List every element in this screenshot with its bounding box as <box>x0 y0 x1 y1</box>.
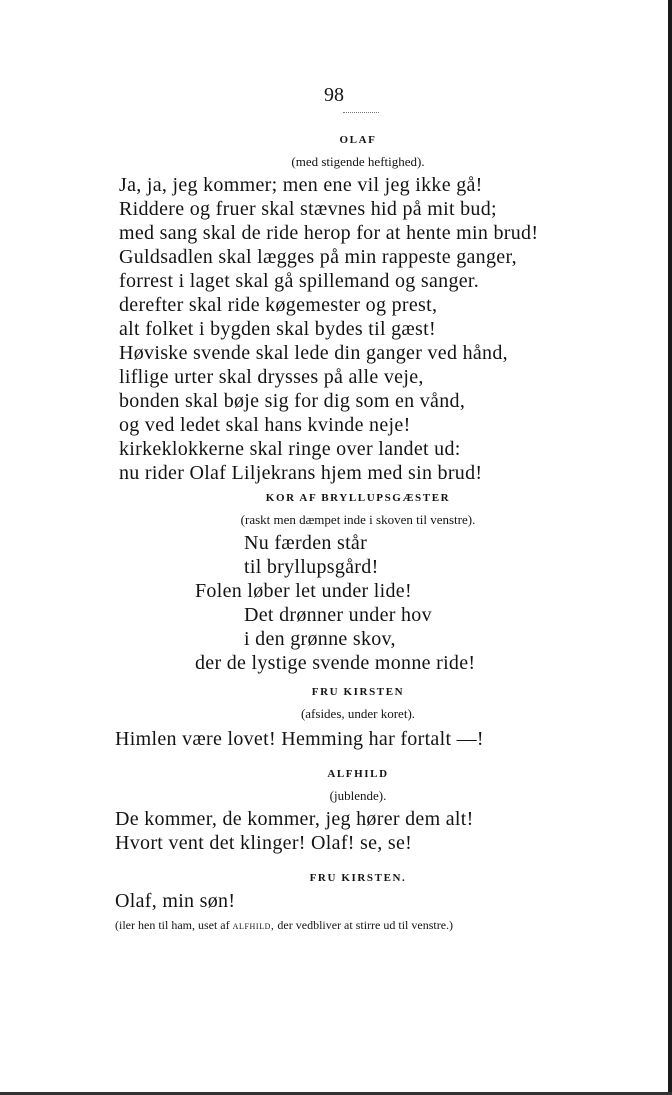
verse-line: liflige urter skal drysses på alle veje, <box>119 366 424 388</box>
stage-direction-alfhild: (jublende). <box>329 788 387 803</box>
verse-line: Riddere og fruer skal stævnes hid på mit bud; <box>119 198 497 220</box>
verse-line: bonden skal bøje sig for dig som en vånd, <box>119 390 466 412</box>
verse-line: og ved ledet skal hans kvinde neje! <box>119 414 411 436</box>
verse-line: i den grønne skov, <box>244 628 396 650</box>
verse-line: der de lystige svende monne ride! <box>195 652 476 674</box>
final-direction-before: (iler hen til ham, uset af <box>115 918 233 932</box>
stage-direction-fru-kirsten: (afsides, under koret). <box>300 706 416 721</box>
speaker-alfhild: ALFHILD <box>327 768 389 780</box>
speaker-fru-kirsten: FRU KIRSTEN <box>311 686 405 698</box>
verse-line: De kommer, de kommer, jeg hører dem alt! <box>115 808 474 830</box>
verse-line: Det drønner under hov <box>244 604 432 626</box>
stage-direction-olaf: (med stigende heftighed). <box>291 154 425 169</box>
verse-line: Ja, ja, jeg kommer; men ene vil jeg ikke gå! <box>119 174 483 196</box>
verse-line: til bryllupsgård! <box>244 556 379 578</box>
page-number-rule <box>343 112 379 113</box>
verse-line: Nu færden står <box>244 532 368 554</box>
page-number: 98 <box>324 84 344 106</box>
verse-line: Olaf, min søn! <box>115 890 236 912</box>
verse-line: alt folket i bygden skal bydes til gæst! <box>119 318 436 340</box>
verse-line: forrest i laget skal gå spillemand og sanger. <box>119 270 480 292</box>
speaker-chorus: KOR AF BRYLLUPSGÆSTER <box>265 492 451 504</box>
final-direction-after: der vedbliver at stirre ud til venstre.) <box>274 918 454 932</box>
final-direction-name: alfhild, <box>232 920 275 932</box>
verse-line: Hvort vent det klinger! Olaf! se, se! <box>115 832 413 854</box>
verse-line: Høviske svende skal lede din ganger ved hånd, <box>119 342 508 364</box>
speaker-fru-kirsten-2: FRU KIRSTEN. <box>309 872 407 884</box>
verse-line: derefter skal ride køgemester og prest, <box>119 294 438 316</box>
verse-line: Guldsadlen skal lægges på min rappeste ganger, <box>119 246 517 268</box>
verse-line: Folen løber let under lide! <box>195 580 412 602</box>
verse-line: Himlen være lovet! Hemming har fortalt —! <box>115 728 484 750</box>
speaker-olaf: OLAF <box>339 134 377 146</box>
page-edge-shadow <box>668 0 672 1095</box>
final-stage-direction <box>115 918 453 933</box>
stage-direction-chorus: (raskt men dæmpet inde i skoven til venstre). <box>240 512 476 527</box>
verse-line: kirkeklokkerne skal ringe over landet ud: <box>119 438 461 460</box>
verse-line: nu rider Olaf Liljekrans hjem med sin brud! <box>119 462 483 484</box>
verse-line: med sang skal de ride herop for at hente min brud! <box>119 222 539 244</box>
